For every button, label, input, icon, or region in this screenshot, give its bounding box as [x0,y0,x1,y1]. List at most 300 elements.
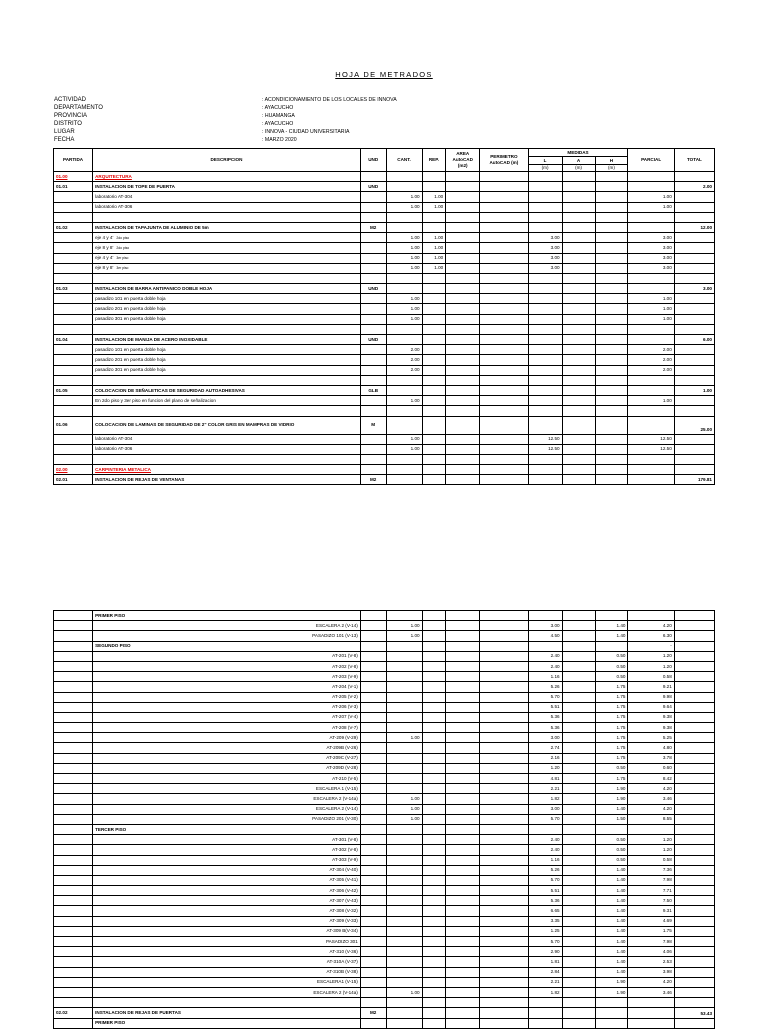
cell-area [446,182,480,192]
cell-perimetro [480,416,528,434]
cell-h [595,1018,628,1028]
cell-area [446,926,480,936]
table-row [54,712,715,722]
cell-cant [386,406,422,416]
cell-rep [422,712,446,722]
cell-area [446,774,480,784]
cell-perimetro [480,896,528,906]
table-row [54,977,715,987]
cell-total [674,774,714,784]
cell-parcial: 4.20 [628,804,674,814]
cell-l [528,385,562,395]
cell-total [674,672,714,682]
cell-rep [422,611,446,621]
cell-perimetro [480,753,528,763]
info-label: DISTRITO [54,121,82,127]
cell-area [446,294,480,304]
cell-h [595,396,628,406]
cell-partida [54,845,93,855]
cell-cant [386,172,422,182]
cell-parcial [628,375,674,385]
cell-total [674,835,714,845]
cell-perimetro [480,243,528,253]
cell-und [360,465,386,475]
cell-h: 1.40 [595,926,628,936]
cell-und [360,444,386,454]
cell-total [674,621,714,631]
cell-partida [54,987,93,997]
cell-h [595,314,628,324]
table-row [54,263,715,273]
info-row [54,136,397,144]
cell-descripcion [93,406,361,416]
cell-area [446,212,480,222]
cell-l [528,416,562,434]
cell-area [446,855,480,865]
cell-und [360,672,386,682]
table-body-2 [54,611,715,1029]
cell-partida [54,967,93,977]
cell-a [562,743,595,753]
cell-parcial: 6.30 [628,631,674,641]
cell-perimetro [480,957,528,967]
cell-h: 1.75 [595,702,628,712]
cell-l: 5.51 [528,702,562,712]
cell-total [674,712,714,722]
cell-total: 25.00 [674,416,714,434]
cell-cant [386,324,422,334]
cell-area [446,375,480,385]
cell-parcial: 9.38 [628,712,674,722]
cell-l [528,172,562,182]
cell-area [446,824,480,834]
cell-a [562,1008,595,1018]
cell-cant: 1.00 [386,243,422,253]
table-row [54,1008,715,1018]
cell-descripcion: AT-307 (V-43) [93,896,361,906]
cell-descripcion: pasadizo 201 en puerta doble hoja [93,355,361,365]
cell-a [562,824,595,834]
cell-area [446,365,480,375]
header-rep: REP. [422,149,446,172]
cell-partida [54,794,93,804]
table-row [54,723,715,733]
table-row [54,947,715,957]
cell-partida [54,855,93,865]
cell-parcial: 1.00 [628,314,674,324]
cell-descripcion: AT-206 (V-3) [93,702,361,712]
cell-und [360,172,386,182]
cell-total [674,212,714,222]
cell-descripcion: AT-306 (V-42) [93,886,361,896]
cell-cant [386,947,422,957]
cell-cant: 2.00 [386,355,422,365]
cell-h: 1.40 [595,804,628,814]
cell-parcial: 3.00 [628,263,674,273]
descripcion-subtext: 3er piso [116,266,129,271]
cell-partida [54,906,93,916]
cell-perimetro [480,335,528,345]
cell-und [360,814,386,824]
cell-cant [386,651,422,661]
cell-total [674,375,714,385]
cell-l: 2.90 [528,947,562,957]
cell-partida [54,314,93,324]
cell-l: 5.51 [528,886,562,896]
cell-rep [422,886,446,896]
cell-cant: 1.00 [386,987,422,997]
info-row [54,120,397,128]
cell-partida [54,937,93,947]
cell-descripcion: AT-304 (V-40) [93,865,361,875]
cell-h: 1.40 [595,865,628,875]
cell-partida [54,444,93,454]
cell-perimetro [480,1008,528,1018]
cell-parcial: 4.69 [628,916,674,926]
cell-parcial [628,284,674,294]
table-row [54,814,715,824]
cell-perimetro [480,784,528,794]
cell-h: 1.75 [595,743,628,753]
cell-l [528,475,562,485]
cell-perimetro [480,475,528,485]
cell-und [360,304,386,314]
header-h: H [595,157,628,165]
cell-a [562,253,595,263]
cell-total [674,804,714,814]
cell-und [360,804,386,814]
cell-partida [54,365,93,375]
cell-rep [422,682,446,692]
cell-perimetro [480,926,528,936]
cell-h: 1.90 [595,784,628,794]
cell-cant: 1.00 [386,794,422,804]
cell-parcial: 1.20 [628,661,674,671]
cell-parcial: 3.78 [628,753,674,763]
cell-cant [386,824,422,834]
cell-total [674,172,714,182]
cell-total [674,294,714,304]
cell-area [446,886,480,896]
cell-perimetro [480,641,528,651]
cell-cant [386,723,422,733]
cell-rep [422,661,446,671]
cell-parcial [628,998,674,1008]
cell-partida [54,835,93,845]
cell-area [446,967,480,977]
cell-partida [54,304,93,314]
cell-rep [422,875,446,885]
table-row [54,824,715,834]
info-value: : INNOVA - CIUDAD UNIVERSITARIA [262,129,350,135]
header-perimetro: PERIMETRO AutoCAD (m) [480,149,528,172]
cell-descripcion: AT-210 (V-5) [93,774,361,784]
cell-descripcion: AT-201 (V-8) [93,651,361,661]
cell-descripcion [93,243,361,253]
header-h-unit: (m) [595,165,628,172]
cell-total [674,926,714,936]
cell-total [674,1018,714,1028]
cell-descripcion: pasadizo 101 en puerta doble hoja [93,294,361,304]
cell-descripcion: ESCALERA 2 (V-14) [93,804,361,814]
table-row [54,743,715,753]
cell-h: 0.50 [595,835,628,845]
cell-cant: 1.00 [386,733,422,743]
header-area: AREA AutoCAD (m2) [446,149,480,172]
cell-partida [54,702,93,712]
cell-und [360,743,386,753]
cell-partida: 01.00 [54,172,93,182]
cell-cant [386,743,422,753]
cell-a [562,284,595,294]
cell-l: 2.40 [528,835,562,845]
cell-parcial: 1.00 [628,294,674,304]
cell-l: 1.82 [528,987,562,997]
cell-perimetro [480,314,528,324]
cell-partida [54,661,93,671]
cell-h [595,324,628,334]
cell-und [360,998,386,1008]
cell-rep [422,723,446,733]
cell-a [562,233,595,243]
cell-parcial: 1.00 [628,304,674,314]
cell-area [446,465,480,475]
cell-cant [386,865,422,875]
cell-a [562,1018,595,1028]
cell-parcial [628,385,674,395]
cell-descripcion [93,263,361,273]
info-label: PROVINCIA [54,113,88,119]
cell-l [528,396,562,406]
cell-area [446,385,480,395]
cell-a [562,172,595,182]
cell-total [674,406,714,416]
cell-cant [386,916,422,926]
cell-a [562,444,595,454]
table-row [54,916,715,926]
cell-und [360,365,386,375]
cell-l: 3.35 [528,916,562,926]
table-row [54,243,715,253]
cell-descripcion [93,253,361,263]
cell-cant [386,977,422,987]
cell-descripcion: laboratorio AT-304 [93,434,361,444]
cell-l [528,314,562,324]
cell-area [446,835,480,845]
table-row [54,967,715,977]
cell-descripcion: laboratorio AT-306 [93,444,361,454]
cell-descripcion: AT-310A (V-37) [93,957,361,967]
cell-parcial [628,172,674,182]
cell-partida [54,621,93,631]
cell-und [360,192,386,202]
cell-h [595,172,628,182]
cell-und [360,273,386,283]
cell-descripcion: INSTALACION DE MANIJA DE ACERO INOXIDABLE [93,335,361,345]
cell-cant [386,784,422,794]
cell-a [562,661,595,671]
cell-h: 1.40 [595,916,628,926]
cell-cant [386,886,422,896]
cell-h: 1.40 [595,967,628,977]
cell-cant [386,416,422,434]
cell-parcial: 9.64 [628,702,674,712]
cell-cant: 1.00 [386,233,422,243]
cell-total [674,947,714,957]
cell-a [562,763,595,773]
cell-total [674,886,714,896]
cell-parcial [628,324,674,334]
cell-rep: 1.00 [422,192,446,202]
cell-descripcion: AT-202 (V-8) [93,661,361,671]
cell-h [595,1008,628,1018]
cell-l: 3.00 [528,253,562,263]
cell-descripcion [93,375,361,385]
cell-a [562,692,595,702]
cell-cant [386,475,422,485]
cell-descripcion: CARPINTERIA METALICA [93,465,361,475]
cell-descripcion: PASADIZO 201 (V-30) [93,814,361,824]
cell-a [562,906,595,916]
cell-total [674,702,714,712]
table-row [54,172,715,182]
cell-cant: 1.00 [386,621,422,631]
cell-perimetro [480,723,528,733]
cell-h: 1.75 [595,692,628,702]
cell-h [595,182,628,192]
cell-rep [422,845,446,855]
page-title: HOJA DE METRADOS [335,70,433,79]
cell-h: 1.40 [595,886,628,896]
table-row [54,465,715,475]
cell-partida [54,723,93,733]
cell-total [674,263,714,273]
cell-h [595,202,628,212]
cell-l: 5.26 [528,682,562,692]
cell-und [360,314,386,324]
cell-descripcion: PASADIZO 101 (V-13) [93,631,361,641]
cell-area [446,692,480,702]
cell-cant: 1.00 [386,202,422,212]
cell-a [562,702,595,712]
metrados-table-1 [53,148,715,485]
cell-area [446,651,480,661]
header-l-unit: (m) [528,165,562,172]
header-descripcion: DESCRIPCION [93,149,361,172]
cell-perimetro [480,814,528,824]
cell-total [674,434,714,444]
cell-parcial: 1.00 [628,202,674,212]
table-row [54,774,715,784]
cell-partida [54,886,93,896]
cell-h: 1.90 [595,794,628,804]
info-label: FECHA [54,137,75,143]
cell-h [595,824,628,834]
cell-perimetro [480,182,528,192]
cell-a [562,794,595,804]
cell-a [562,947,595,957]
cell-perimetro [480,1018,528,1028]
cell-l [528,202,562,212]
table-row [54,794,715,804]
cell-total [674,875,714,885]
cell-total [674,273,714,283]
cell-cant [386,385,422,395]
table-row [54,845,715,855]
table-row [54,355,715,365]
cell-partida [54,611,93,621]
cell-rep [422,906,446,916]
cell-l: 2.84 [528,967,562,977]
info-label: DEPARTAMENTO [54,105,103,111]
cell-total [674,314,714,324]
cell-total [674,753,714,763]
cell-area [446,977,480,987]
cell-area [446,661,480,671]
table-row [54,937,715,947]
cell-area [446,444,480,454]
cell-perimetro [480,444,528,454]
cell-total [674,692,714,702]
cell-partida [54,355,93,365]
cell-partida [54,824,93,834]
cell-und [360,723,386,733]
cell-l: 3.00 [528,233,562,243]
cell-l [528,365,562,375]
cell-cant: 1.00 [386,631,422,641]
cell-partida [54,243,93,253]
cell-descripcion: AT-310B (V-38) [93,967,361,977]
cell-und [360,406,386,416]
cell-und [360,774,386,784]
cell-l [528,406,562,416]
cell-h: 0.50 [595,845,628,855]
cell-a [562,865,595,875]
cell-perimetro [480,794,528,804]
cell-perimetro [480,916,528,926]
table-row [54,875,715,885]
cell-l: 12.50 [528,434,562,444]
cell-h [595,212,628,222]
cell-rep [422,182,446,192]
cell-descripcion: AT-209C (V-27) [93,753,361,763]
cell-descripcion: COLOCACION DE LAMINAS DE SEGURIDAD DE 2" COLOR GRIS EN MAMPRAS DE VIDRIO [93,416,361,434]
cell-parcial [628,824,674,834]
descripcion-text: eje 4 y 4' [95,255,114,261]
cell-perimetro [480,294,528,304]
cell-descripcion: AT-302 (V-8) [93,845,361,855]
info-value: : MARZO 2020 [262,137,297,143]
cell-a [562,723,595,733]
cell-partida [54,345,93,355]
cell-total [674,454,714,464]
cell-h [595,304,628,314]
table-row [54,304,715,314]
cell-parcial: 5.25 [628,733,674,743]
cell-perimetro [480,212,528,222]
cell-perimetro [480,263,528,273]
cell-a [562,957,595,967]
cell-perimetro [480,692,528,702]
cell-rep [422,824,446,834]
cell-area [446,804,480,814]
cell-total [674,896,714,906]
cell-rep [422,977,446,987]
cell-und [360,886,386,896]
table-row [54,651,715,661]
cell-und [360,835,386,845]
cell-a [562,385,595,395]
